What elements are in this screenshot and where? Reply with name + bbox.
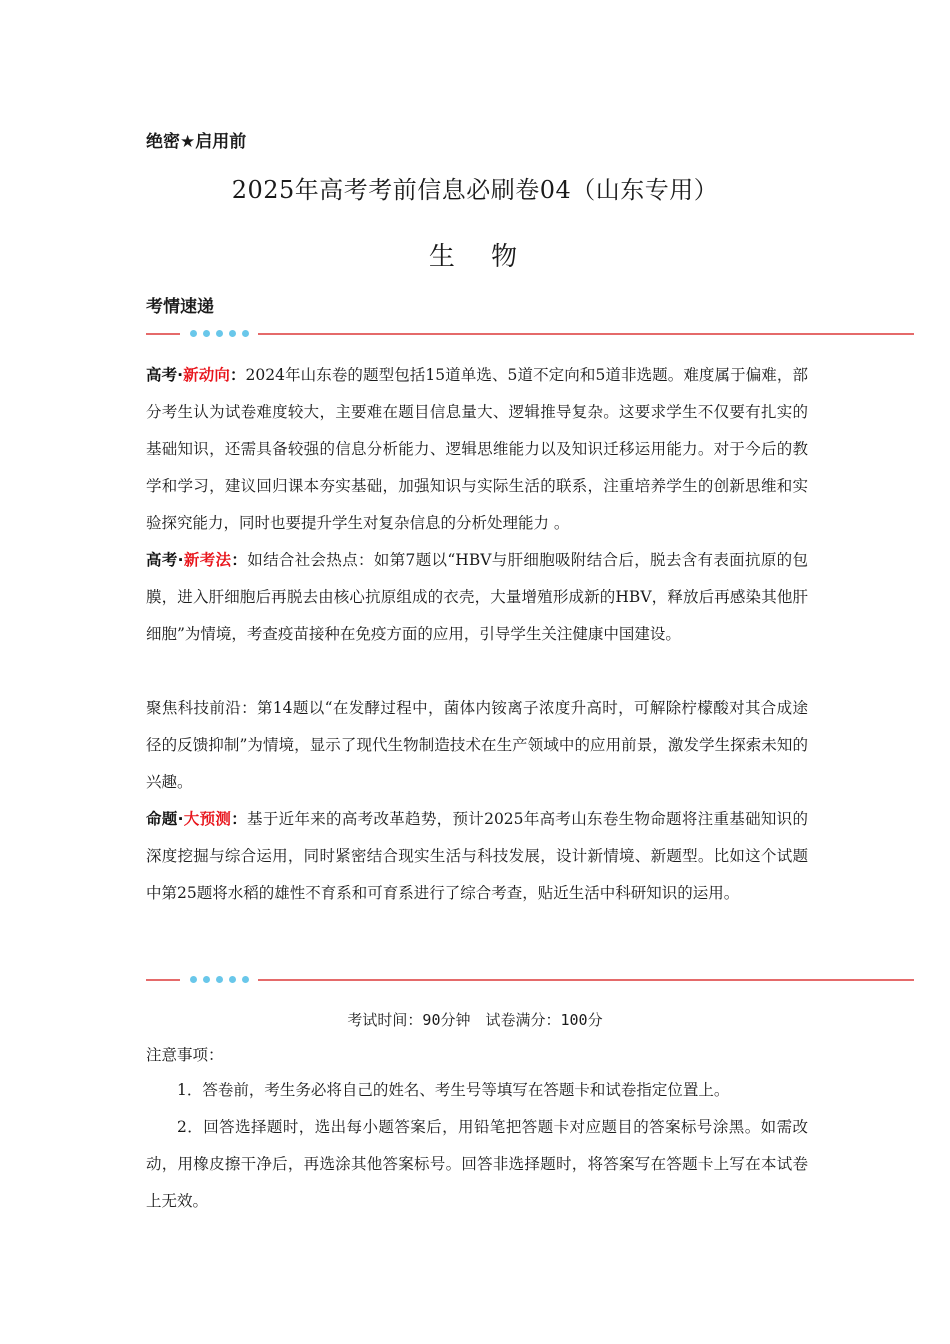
section-heading: 考情速递	[146, 297, 214, 317]
note-item: 2．回答选择题时，选出每小题答案后，用铅笔把答题卡对应题目的答案标号涂黑。如需改动，用橡皮擦干净后，再选涂其他答案标号。回答非选择题时，将答案写在答题卡上写在本试卷上无效。	[146, 1118, 808, 1210]
notes-list	[146, 1072, 808, 1220]
divider-dot	[190, 976, 197, 983]
divider-dots	[190, 976, 249, 984]
divider-line-left	[146, 333, 180, 335]
label-colon: ：	[231, 551, 248, 569]
label-highlight: 大预测	[183, 810, 232, 828]
paragraph-text: 聚焦科技前沿：第14题以“在发酵过程中，菌体内铵离子浓度升高时，可解除柠檬酸对其合成途径的反馈抑制”为情境，显示了现代生物制造技术在生产领域中的应用前景，激发学生探索未知的兴趣。	[146, 699, 808, 791]
paragraph-tech-frontier	[146, 690, 808, 801]
divider-dot	[190, 330, 197, 337]
page-title: 2025年高考考前信息必刷卷04（山东专用）	[231, 176, 719, 204]
divider-dot	[216, 330, 223, 337]
divider-dot	[216, 976, 223, 983]
paragraph-text: 基于近年来的高考改革趋势，预计2025年高考山东卷生物命题将注重基础知识的深度挖掘与综合运用，同时紧密结合现实生活与科技发展，设计新情境、新题型。比如这个试题中第25题将水稻的雄性不育系和可育系进行了综合考查，贴近生活中科研知识的运用。	[146, 810, 808, 902]
subject-title: 生 物	[428, 242, 532, 272]
label-prefix: 命题·	[146, 810, 184, 828]
paragraph-text: 2024年山东卷的题型包括15道单选、5道不定向和5道非选题。难度属于偏难，部分考生认为试卷难度较大，主要难在题目信息量大、逻辑推导复杂。这要求学生不仅要有扎实的基础知识，还需具备较强的信息分析能力、逻辑思维能力以及知识迁移运用能力。对于今后的教学和学习，建议回归课本夯实基础，加强知识与实际生活的联系，注重培养学生的创新思维和实验探究能力，同时也要提升学生对复杂信息的分析处理能力 。	[146, 366, 808, 532]
paragraph-new-method	[146, 542, 808, 653]
divider-dot	[242, 976, 249, 983]
label-prefix: 高考·	[146, 551, 184, 569]
paragraph-new-trend	[146, 357, 808, 542]
secret-label: 绝密★启用前	[146, 132, 247, 152]
label-highlight: 新考法	[183, 551, 232, 569]
label-colon: ：	[229, 366, 246, 384]
divider-top	[146, 329, 914, 339]
exam-time-score: 考试时间：90分钟 试卷满分：100分	[347, 1011, 603, 1029]
notes-title: 注意事项：	[146, 1046, 224, 1064]
label-prefix: 高考·	[146, 366, 184, 384]
divider-bottom	[146, 975, 914, 985]
divider-dot	[203, 330, 210, 337]
divider-dot	[242, 330, 249, 337]
paragraph-prediction	[146, 801, 808, 912]
divider-dot	[229, 976, 236, 983]
label-highlight: 新动向	[183, 366, 230, 384]
divider-dot	[229, 330, 236, 337]
divider-line-right	[258, 333, 914, 335]
divider-line-right	[258, 979, 914, 981]
divider-line-left	[146, 979, 180, 981]
label-colon: ：	[231, 810, 248, 828]
divider-dot	[203, 976, 210, 983]
divider-dots	[190, 330, 249, 338]
note-item: 1．答卷前，考生务必将自己的姓名、考生号等填写在答题卡和试卷指定位置上。	[177, 1081, 730, 1099]
paragraph-text: 如结合社会热点：如第7题以“HBV与肝细胞吸附结合后，脱去含有表面抗原的包膜，进入肝细胞后再脱去由核心抗原组成的衣壳，大量增殖形成新的HBV，释放后再感染其他肝细胞”为情境，考查疫苗接种在免疫方面的应用，引导学生关注健康中国建设。	[146, 551, 809, 643]
